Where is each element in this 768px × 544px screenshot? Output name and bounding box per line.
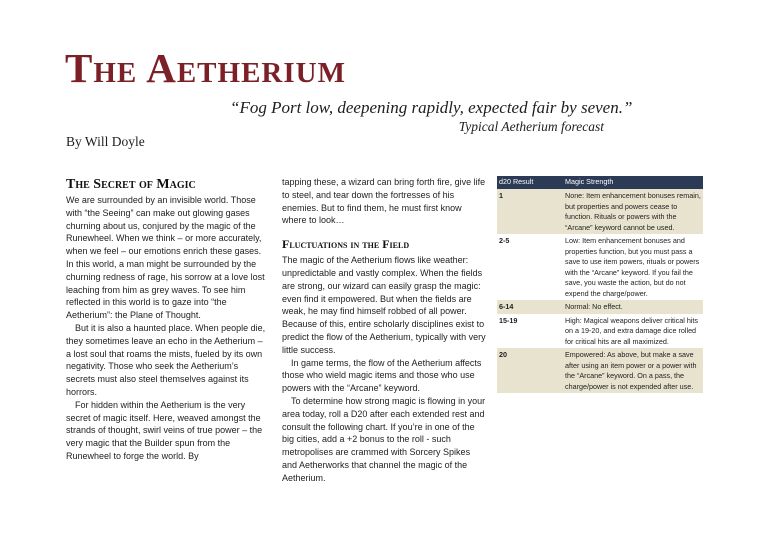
strength-cell: Low: Item enhancement bonuses and properties function, but you must pass a save to use item powers, rituals or powers with the “Arcane” keyword. If you fail the save, you waste the action, but do not expend the charge/power. [563,234,703,300]
paragraph: To determine how strong magic is flowing in your area today, roll a D20 after each extended rest and consult the following chart. If you’re in one of the big cities, add a +2 bonus to the roll - such metropolises are crammed with Sorcery Spikes and Aetherworks that channel the magic of the Aetherium. [282,395,486,483]
roll-cell: 20 [497,348,563,393]
table-header-row [497,176,703,189]
section-heading-fluctuations: Fluctuations in the Field [282,237,410,252]
roll-cell: 15-19 [497,314,563,349]
forecast-quote: “Fog Port low, deepening rapidly, expected fair by seven.” [230,98,633,117]
paragraph: For hidden within the Aetherium is the very secret of magic itself. Here, weaved amongst the strands of thought, swirl veins of true power – the very magic that the Builder spun from the Runewheel to forge the world. By [66,399,263,461]
paragraph: We are surrounded by an invisible world. Those with “the Seeing” can make out glowing gases churning about us, conjured by the magic of the Runewheel. When we think – or more accurately, when we feel – our emotions enrich these gases. In this world, a man might be surrounded by the churning redness of rage, his sorrow at a love lost leaching from him as grey waves. To see him reflected in this world is to gaze into “the Aetherium”: the Plane of Thought. [66,195,265,321]
strength-cell: Normal: No effect. [563,300,703,314]
column-header-d20-result: d20 Result [497,176,563,189]
roll-cell: 1 [497,189,563,234]
quote-attribution: Typical Aetherium forecast [458,119,604,134]
roll-cell: 6-14 [497,300,563,314]
section-heading-secret-of-magic: The Secret of Magic [66,177,196,192]
strength-cell: Empowered: As above, but make a save after using an item power or a power with the “Arcane” keyword. On a pass, the charge/power is not expended after use. [563,348,703,393]
strength-cell: High: Magical weapons deliver critical hits on a 19-20, and extra damage dice rolled for critical hits are all maximized. [563,314,703,349]
table-row [497,189,703,234]
paragraph: The magic of the Aetherium flows like weather: unpredictable and vastly complex. When the fields are strong, our wizard can easily grasp the magic: even find it empowered. But when the fields are weak, he may find himself robbed of all power. Because of this, entire scholarly disciplines exist to predict the flow of the Aetherium, typically with very little success. [282,255,486,355]
column-left [66,176,266,463]
strength-cell: None: Item enhancement bonuses remain, but properties and powers cease to function. Rituals or powers with the “Arcane” keyword cannot be used. [563,189,703,234]
table-row [497,314,703,349]
roll-cell: 2-5 [497,234,563,300]
table-row [497,300,703,314]
byline: By Will Doyle [66,134,145,149]
paragraph: But it is also a haunted place. When people die, they sometimes leave an echo in the Aetherium – a lost soul that roams the mists, fueled by its own negativity. Those who seek the Aetherium’s secrets must also steel themselves against its horrors. [66,322,266,397]
column-header-magic-strength: Magic Strength [563,176,703,189]
paragraph: In game terms, the flow of the Aetherium affects those who wield magic items and those who use powers with the “Arcane” keyword. [282,357,482,394]
paragraph: tapping these, a wizard can bring forth fire, give life to steel, and tear down the fortresses of his enemies. But to find them, he must first know where to look… [282,177,486,226]
column-middle [282,176,487,485]
table-row [497,348,703,393]
table-row [497,234,703,300]
magic-strength-table [497,176,703,393]
page-title: The Aetherium [65,45,346,91]
